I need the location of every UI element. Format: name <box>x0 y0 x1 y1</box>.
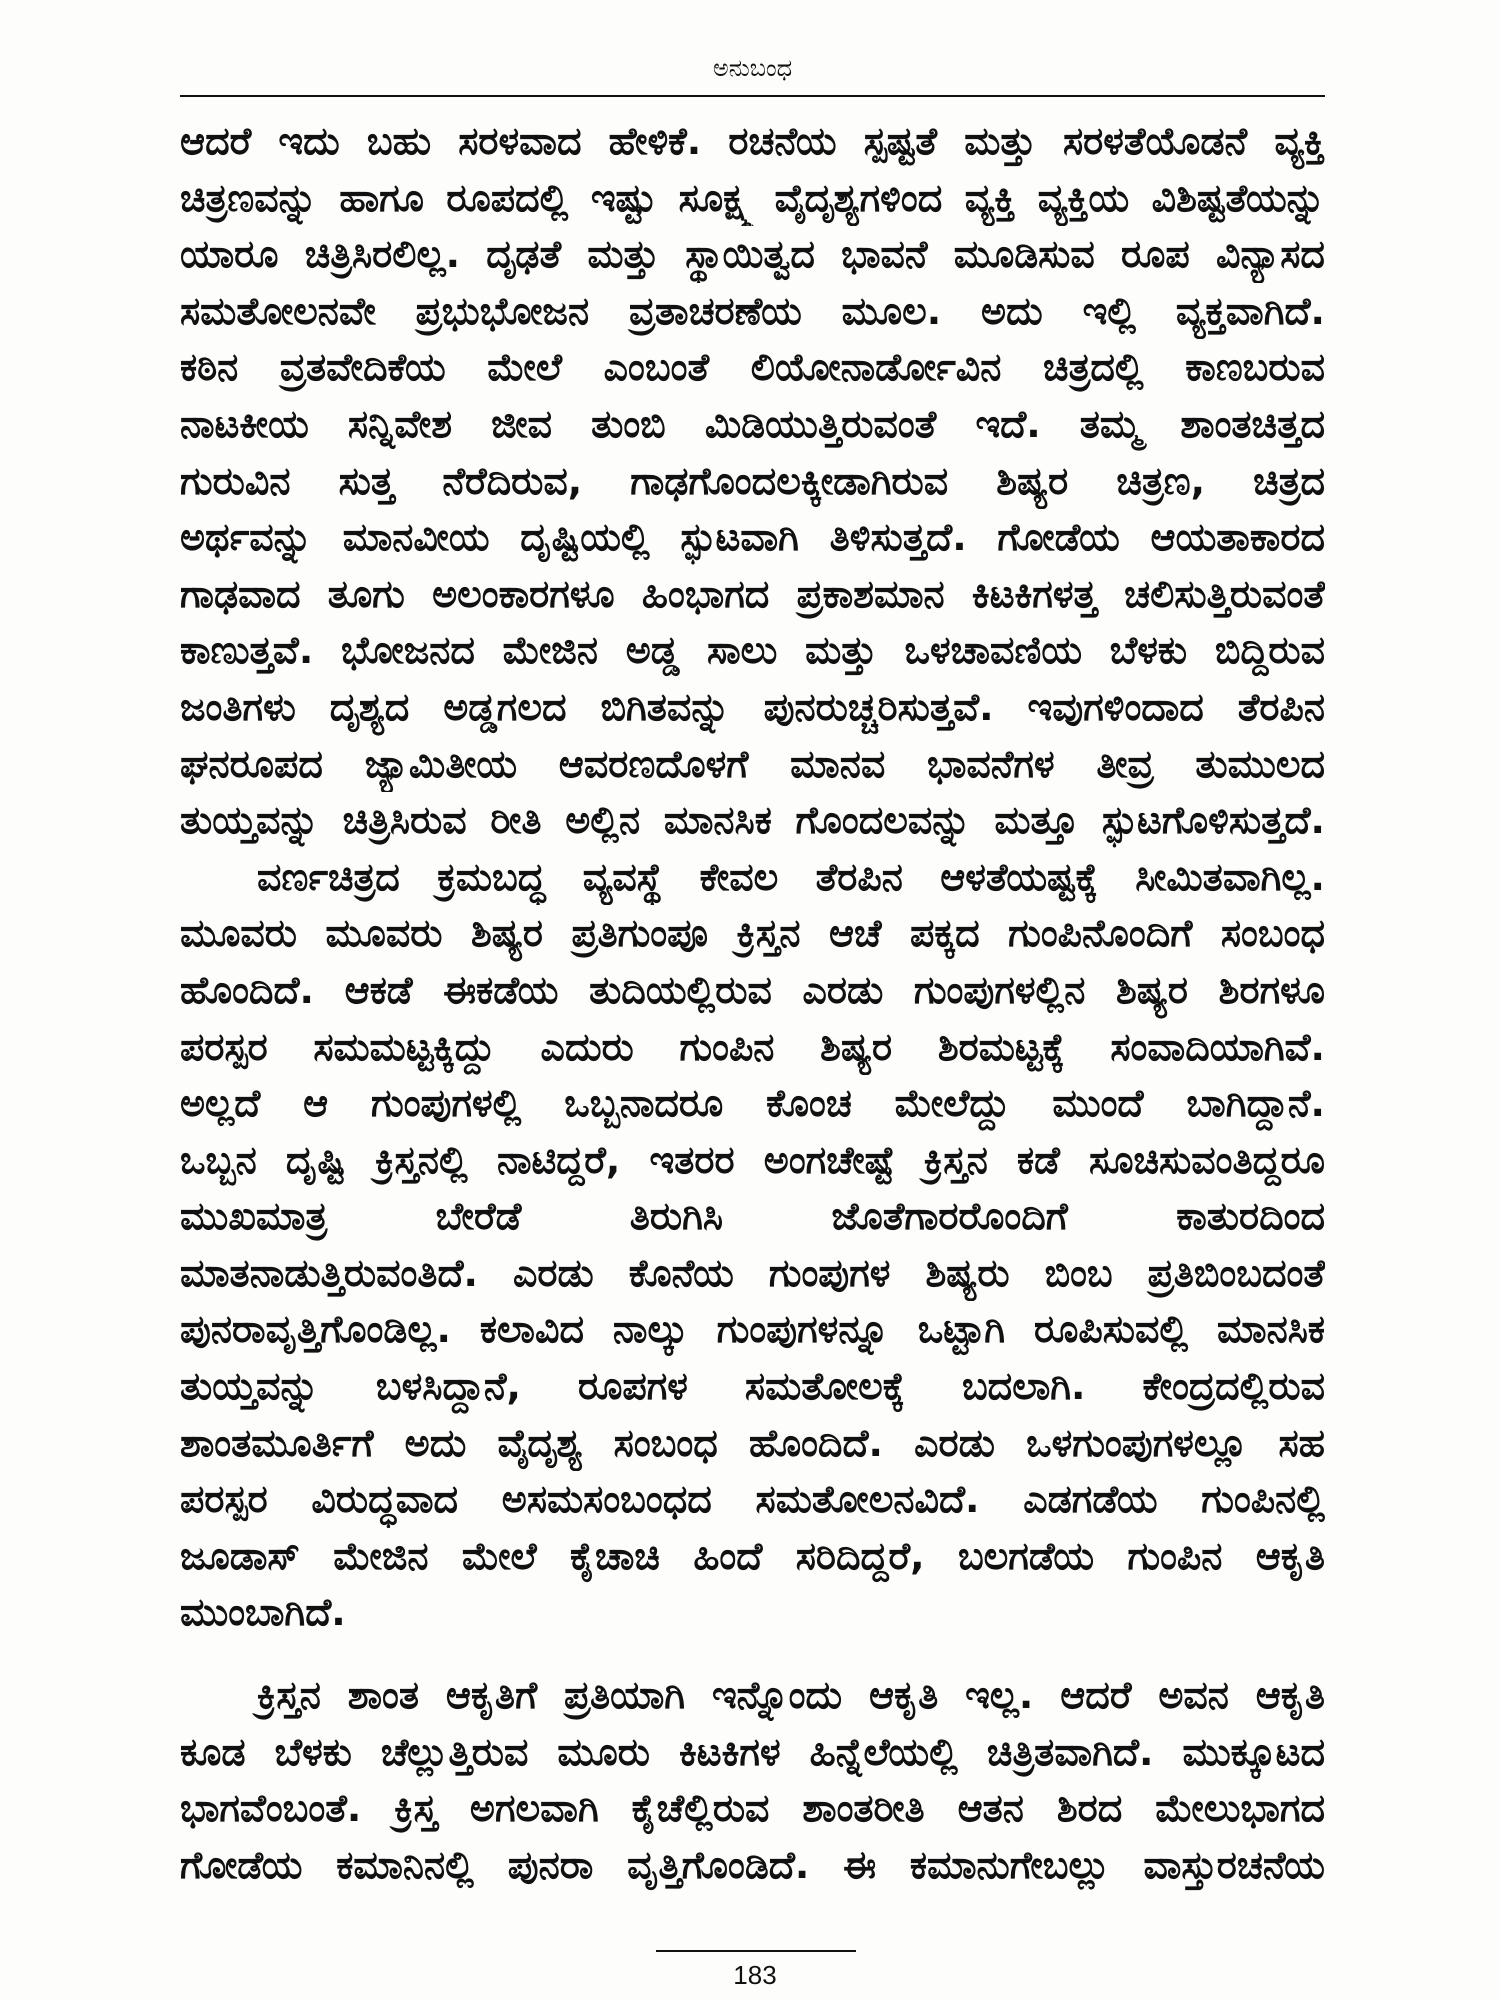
text-line: ತುಯ್ತವನ್ನು ಬಳಸಿದ್ದಾನೆ, ರೂಪಗಳ ಸಮತೋಲಕ್ಕೆ ಬದಲಾಗಿ. ಕೇಂದ್ರದಲ್ಲಿರುವ <box>180 1364 1325 1409</box>
text-line: ಮುಖಮಾತ್ರ ಬೇರೆಡೆ ತಿರುಗಿಸಿ ಜೊತೆಗಾರರೊಂದಿಗೆ ಕಾತುರದಿಂದ <box>180 1194 1325 1239</box>
paragraph-1 <box>180 113 1325 849</box>
text-line: ಕಾಣುತ್ತವೆ. ಭೋಜನದ ಮೇಜಿನ ಅಡ್ಡ ಸಾಲು ಮತ್ತು ಒಳಚಾವಣಿಯ ಬೆಳಕು ಬಿದ್ದಿರುವ <box>180 628 1325 673</box>
header-rule <box>180 95 1325 97</box>
text-line: ಜೂಡಾಸ್ ಮೇಜಿನ ಮೇಲೆ ಕೈಚಾಚಿ ಹಿಂದೆ ಸರಿದಿದ್ದರೆ, ಬಲಗಡೆಯ ಗುಂಪಿನ ಆಕೃತಿ <box>180 1533 1325 1578</box>
paragraph-3 <box>180 1667 1325 1893</box>
text-line: ಚಿತ್ರಣವನ್ನು ಹಾಗೂ ರೂಪದಲ್ಲಿ ಇಷ್ಟು ಸೂಕ್ಷ್ಮ ವೈದೃಶ್ಯಗಳಿಂದ ವ್ಯಕ್ತಿ ವ್ಯಕ್ತಿಯ ವಿಶಿಷ್ಟತೆಯನ್ನು <box>180 175 1325 220</box>
text-line: ಯಾರೂ ಚಿತ್ರಿಸಿರಲಿಲ್ಲ. ದೃಢತೆ ಮತ್ತು ಸ್ಥಾಯಿತ್ವದ ಭಾವನೆ ಮೂಡಿಸುವ ರೂಪ ವಿನ್ಯಾಸದ <box>180 232 1325 277</box>
text-line: ಹೊಂದಿದೆ. ಆಕಡೆ ಈಕಡೆಯ ತುದಿಯಲ್ಲಿರುವ ಎರಡು ಗುಂಪುಗಳಲ್ಲಿನ ಶಿಷ್ಯರ ಶಿರಗಳೂ <box>180 967 1325 1012</box>
text-line: ಕ್ರಿಸ್ತನ ಶಾಂತ ಆಕೃತಿಗೆ ಪ್ರತಿಯಾಗಿ ಇನ್ನೊಂದು ಆಕೃತಿ ಇಲ್ಲ. ಆದರೆ ಅವನ ಆಕೃತಿ <box>257 1673 1325 1718</box>
text-line: ಮುಂಬಾಗಿದೆ. <box>180 1590 346 1635</box>
page-number: 183 <box>733 1960 777 1990</box>
text-line: ತುಯ್ತವನ್ನು ಚಿತ್ರಿಸಿರುವ ರೀತಿ ಅಲ್ಲಿನ ಮಾನಸಿಕ ಗೊಂದಲವನ್ನು ಮತ್ತೂ ಸ್ಫುಟಗೊಳಿಸುತ್ತದೆ. <box>180 798 1325 843</box>
text-line: ವರ್ಣಚಿತ್ರದ ಕ್ರಮಬದ್ಧ ವ್ಯವಸ್ಥೆ ಕೇವಲ ತೆರಪಿನ ಆಳತೆಯಷ್ಟಕ್ಕೆ ಸೀಮಿತವಾಗಿಲ್ಲ. <box>257 854 1325 899</box>
text-line: ಆದರೆ ಇದು ಬಹು ಸರಳವಾದ ಹೇಳಿಕೆ. ರಚನೆಯ ಸ್ಪಷ್ಟತೆ ಮತ್ತು ಸರಳತೆಯೊಡನೆ ವ್ಯಕ್ತಿ <box>180 119 1325 163</box>
text-line: ಅರ್ಥವನ್ನು ಮಾನವೀಯ ದೃಷ್ಟಿಯಲ್ಲಿ ಸ್ಫುಟವಾಗಿ ತಿಳಿಸುತ್ತದೆ. ಗೋಡೆಯ ಆಯತಾಕಾರದ <box>180 515 1325 560</box>
paragraph-2 <box>180 849 1325 1641</box>
text-line: ಮೂವರು ಮೂವರು ಶಿಷ್ಯರ ಪ್ರತಿಗುಂಪೂ ಕ್ರಿಸ್ತನ ಆಚೆ ಪಕ್ಕದ ಗುಂಪಿನೊಂದಿಗೆ ಸಂಬಂಧ <box>180 911 1325 956</box>
text-line: ಕಠಿನ ವ್ರತವೇದಿಕೆಯ ಮೇಲೆ ಎಂಬಂತೆ ಲಿಯೋನಾರ್ಡೋವಿನ ಚಿತ್ರದಲ್ಲಿ ಕಾಣಬರುವ <box>180 345 1325 390</box>
text-line: ಅಲ್ಲದೆ ಆ ಗುಂಪುಗಳಲ್ಲಿ ಒಬ್ಬನಾದರೂ ಕೊಂಚ ಮೇಲೆದ್ದು ಮುಂದೆ ಬಾಗಿದ್ದಾನೆ. <box>180 1081 1325 1126</box>
text-line: ಭಾಗವೆಂಬಂತೆ. ಕ್ರಿಸ್ತ ಅಗಲವಾಗಿ ಕೈಚೆಲ್ಲಿರುವ ಶಾಂತರೀತಿ ಆತನ ಶಿರದ ಮೇಲುಭಾಗದ <box>180 1786 1325 1831</box>
footer-rule <box>656 1950 856 1952</box>
text-line: ಪರಸ್ಪರ ಸಮಮಟ್ಟಕ್ಕಿದ್ದು ಎದುರು ಗುಂಪಿನ ಶಿಷ್ಯರ ಶಿರಮಟ್ಟಕ್ಕೆ ಸಂವಾದಿಯಾಗಿವೆ. <box>180 1024 1325 1069</box>
text-line: ನಾಟಕೀಯ ಸನ್ನಿವೇಶ ಜೀವ ತುಂಬಿ ಮಿಡಿಯುತ್ತಿರುವಂತೆ ಇದೆ. ತಮ್ಮ ಶಾಂತಚಿತ್ತದ <box>180 401 1325 446</box>
text-line: ಪುನರಾವೃತ್ತಿಗೊಂಡಿಲ್ಲ. ಕಲಾವಿದ ನಾಲ್ಕು ಗುಂಪುಗಳನ್ನೂ ಒಟ್ಟಾಗಿ ರೂಪಿಸುವಲ್ಲಿ ಮಾನಸಿಕ <box>180 1307 1325 1352</box>
text-line: ಒಬ್ಬನ ದೃಷ್ಟಿ ಕ್ರಿಸ್ತನಲ್ಲಿ ನಾಟಿದ್ದರೆ, ಇತರರ ಅಂಗಚೇಷ್ಟೆ ಕ್ರಿಸ್ತನ ಕಡೆ ಸೂಚಿಸುವಂತಿದ್ದರೂ <box>180 1137 1325 1182</box>
text-line: ಘನರೂಪದ ಜ್ಯಾಮಿತೀಯ ಆವರಣದೊಳಗೆ ಮಾನವ ಭಾವನೆಗಳ ತೀವ್ರ ತುಮುಲದ <box>180 741 1325 786</box>
text-line: ಶಾಂತಮೂರ್ತಿಗೆ ಅದು ವೈದೃಶ್ಯ ಸಂಬಂಧ ಹೊಂದಿದೆ. ಎರಡು ಒಳಗುಂಪುಗಳಲ್ಲೂ ಸಹ <box>180 1420 1325 1465</box>
running-head: ಅನುಬಂಧ <box>712 54 793 82</box>
text-line: ಗಾಢವಾದ ತೂಗು ಅಲಂಕಾರಗಳೂ ಹಿಂಭಾಗದ ಪ್ರಕಾಶಮಾನ ಕಿಟಕಿಗಳತ್ತ ಚಲಿಸುತ್ತಿರುವಂತೆ <box>180 571 1325 616</box>
body-text <box>180 113 1325 1893</box>
text-line: ಕೂಡ ಬೆಳಕು ಚೆಲ್ಲುತ್ತಿರುವ ಮೂರು ಕಿಟಕಿಗಳ ಹಿನ್ನೆಲೆಯಲ್ಲಿ ಚಿತ್ರಿತವಾಗಿದೆ. ಮುಕ್ಕೂಟದ <box>180 1729 1325 1774</box>
text-line: ಗೋಡೆಯ ಕಮಾನಿನಲ್ಲಿ ಪುನರಾ ವೃತ್ತಿಗೊಂಡಿದೆ. ಈ ಕಮಾನುಗೇಬಲ್ಲು ವಾಸ್ತುರಚನೆಯ <box>180 1842 1325 1887</box>
text-line: ಪರಸ್ಪರ ವಿರುದ್ಧವಾದ ಅಸಮಸಂಬಂಧದ ಸಮತೋಲನವಿದೆ. ಎಡಗಡೆಯ ಗುಂಪಿನಲ್ಲಿ <box>180 1477 1325 1522</box>
text-line: ಸಮತೋಲನವೇ ಪ್ರಭುಭೋಜನ ವ್ರತಾಚರಣೆಯ ಮೂಲ. ಅದು ಇಲ್ಲಿ ವ್ಯಕ್ತವಾಗಿದೆ. <box>180 288 1325 333</box>
text-line: ಜಂತಿಗಳು ದೃಶ್ಯದ ಅಡ್ಡಗಲದ ಬಿಗಿತವನ್ನು ಪುನರುಚ್ಚರಿಸುತ್ತವೆ. ಇವುಗಳಿಂದಾದ ತೆರಪಿನ <box>180 684 1325 729</box>
text-line: ಮಾತನಾಡುತ್ತಿರುವಂತಿದೆ. ಎರಡು ಕೊನೆಯ ಗುಂಪುಗಳ ಶಿಷ್ಯರು ಬಿಂಬ ಪ್ರತಿಬಿಂಬದಂತೆ <box>180 1250 1325 1295</box>
text-line: ಗುರುವಿನ ಸುತ್ತ ನೆರೆದಿರುವ, ಗಾಢಗೊಂದಲಕ್ಕೀಡಾಗಿರುವ ಶಿಷ್ಯರ ಚಿತ್ರಣ, ಚಿತ್ರದ <box>180 458 1325 503</box>
